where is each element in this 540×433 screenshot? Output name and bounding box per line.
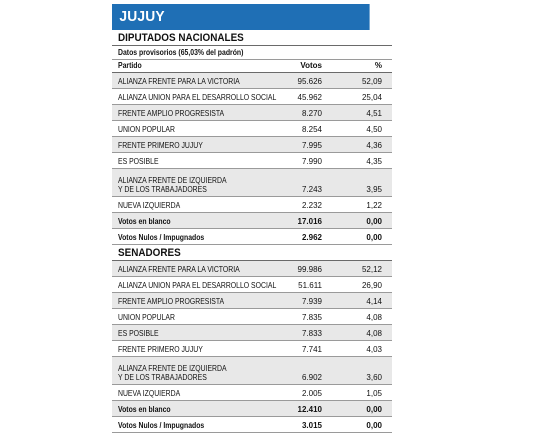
section-title-senadores: SENADORES [112,245,392,261]
table-row: FRENTE PRIMERO JUJUY 7.741 4,03 [112,341,392,357]
table-row: FRENTE PRIMERO JUJUY 7.995 4,36 [112,137,392,153]
header-pct: % [374,61,382,70]
table-row: ES POSIBLE 7.990 4,35 [112,153,392,169]
table-row: ALIANZA FRENTE PARA LA VICTORIA 99.986 52,12 [112,261,392,277]
header-partido: Partido [118,61,142,70]
table-row: ALIANZA FRENTE DE IZQUIERDA Y DE LOS TRABAJADORES 7.243 3,95 [112,169,392,197]
table-row: Votos Nulos / Impugnados 3.015 0,00 [112,417,392,433]
province-banner: JUJUY [112,4,370,30]
table-row: ALIANZA FRENTE DE IZQUIERDA Y DE LOS TRABAJADORES 6.902 3,60 [112,357,392,385]
column-header-row [112,60,392,73]
section-subtitle: Datos provisorios (65,03% del padrón) [112,46,392,60]
table-row: Votos en blanco 17.016 0,00 [112,213,392,229]
table-row: ALIANZA UNION PARA EL DESARROLLO SOCIAL 45.962 25,04 [112,89,392,105]
table-row: ES POSIBLE 7.833 4,08 [112,325,392,341]
table-row: Votos Nulos / Impugnados 2.962 0,00 [112,229,392,245]
table-row: NUEVA IZQUIERDA 2.232 1,22 [112,197,392,213]
table-row: ALIANZA FRENTE PARA LA VICTORIA 95.626 52,09 [112,73,392,89]
table-row: ALIANZA UNION PARA EL DESARROLLO SOCIAL 51.611 26,90 [112,277,392,293]
table-row: NUEVA IZQUIERDA 2.005 1,05 [112,385,392,401]
table-row: Votos en blanco 12.410 0,00 [112,401,392,417]
table-body [112,30,392,433]
table-row: FRENTE AMPLIO PROGRESISTA 8.270 4,51 [112,105,392,121]
table-row: UNION POPULAR 7.835 4,08 [112,309,392,325]
header-votos: Votos [300,61,322,70]
section-title-diputados: DIPUTADOS NACIONALES [112,30,392,46]
table-row: UNION POPULAR 8.254 4,50 [112,121,392,137]
results-table [112,4,392,430]
table-row: FRENTE AMPLIO PROGRESISTA 7.939 4,14 [112,293,392,309]
